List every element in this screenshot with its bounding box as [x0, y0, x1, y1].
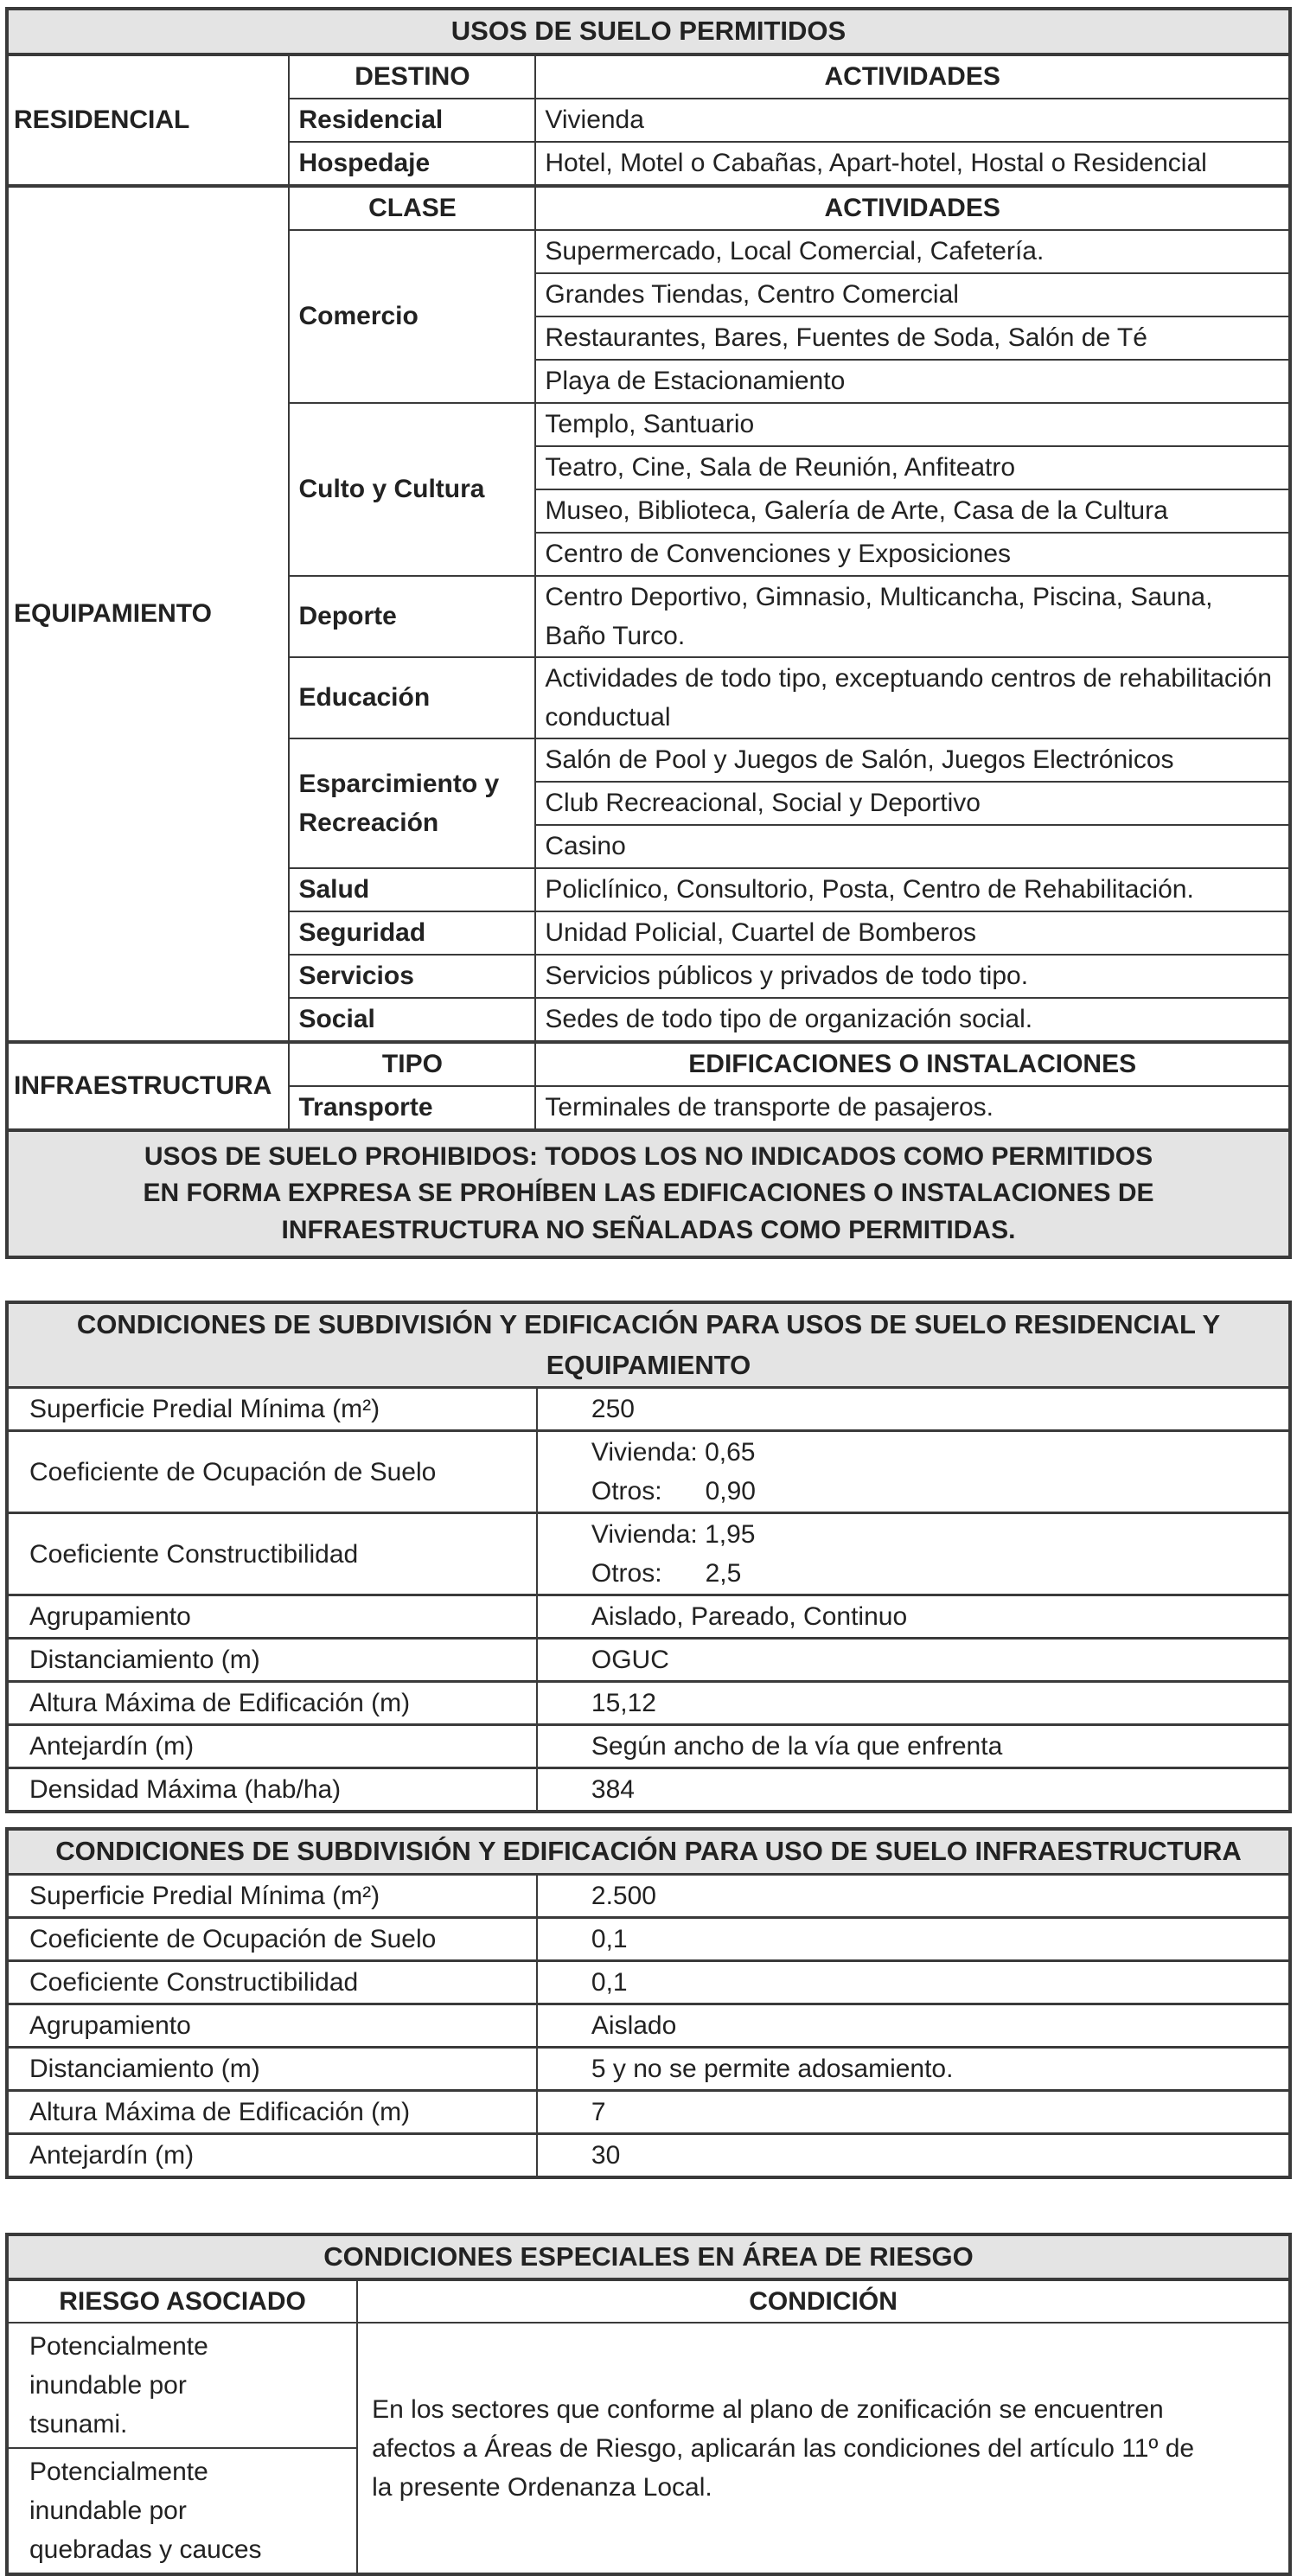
table-row — [7, 1874, 1290, 1917]
table-title-row — [7, 9, 1290, 54]
risk-area-conditions-table — [5, 2233, 1292, 2576]
activity-cell: Actividades de todo tipo, exceptuando centros de rehabilitación conductual — [535, 657, 1290, 738]
table-row — [7, 2047, 1290, 2090]
spacer — [5, 1813, 1292, 1827]
title-line: EQUIPAMIENTO — [546, 1349, 751, 1380]
condition-value: 7 — [537, 2090, 1290, 2133]
condition-value — [537, 1431, 1290, 1513]
section-label-infraestructura: INFRAESTRUCTURA — [7, 1042, 289, 1130]
table-row — [7, 1639, 1290, 1682]
condition-label: Agrupamiento — [7, 2004, 537, 2047]
risk-line: inundable por — [29, 2496, 187, 2526]
risk-cell-tsunami — [7, 2323, 357, 2448]
activity-cell: Centro de Convenciones y Exposiciones — [535, 533, 1290, 576]
risk-header-row — [7, 2279, 1290, 2323]
table-row — [7, 1431, 1290, 1513]
activity-cell: Grandes Tiendas, Centro Comercial — [535, 273, 1290, 316]
activity-cell: Salón de Pool y Juegos de Salón, Juegos Electrónicos — [535, 738, 1290, 782]
condition-value: 250 — [537, 1388, 1290, 1431]
clase-label-educacion: Educación — [289, 657, 535, 738]
table-title-row — [7, 1302, 1290, 1388]
table-row — [7, 1960, 1290, 2004]
risk-line: inundable por — [29, 2371, 187, 2400]
risk-condition-text — [357, 2323, 1290, 2574]
residencial-header-row — [7, 54, 1290, 99]
table-row — [7, 2133, 1290, 2177]
table-row — [7, 1917, 1290, 1960]
condition-label: Superficie Predial Mínima (m²) — [7, 1874, 537, 1917]
prohibited-note-row — [7, 1130, 1290, 1258]
condition-value: Aislado — [537, 2004, 1290, 2047]
risk-line: Potencialmente — [29, 2332, 208, 2362]
condition-value: OGUC — [537, 1639, 1290, 1682]
condition-value: Aislado, Pareado, Continuo — [537, 1595, 1290, 1639]
condition-label: Antejardín (m) — [7, 2133, 537, 2177]
table-row — [7, 1388, 1290, 1431]
activity-cell: Terminales de transporte de pasajeros. — [535, 1086, 1290, 1130]
condition-value: 15,12 — [537, 1682, 1290, 1725]
condition-label: Distanciamiento (m) — [7, 2047, 537, 2090]
title-line: CONDICIONES DE SUBDIVISIÓN Y EDIFICACIÓN PARA USOS DE SUELO RESIDENCIAL Y — [76, 1309, 1221, 1340]
clase-label-deporte: Deporte — [289, 576, 535, 657]
condition-label: Densidad Máxima (hab/ha) — [7, 1768, 537, 1812]
table-row — [7, 1768, 1290, 1812]
destino-label: Hospedaje — [289, 142, 535, 186]
condition-line: afectos a Áreas de Riesgo, aplicarán las condiciones del artículo 11º de — [372, 2433, 1195, 2463]
condition-value: 0,1 — [537, 1917, 1290, 1960]
condition-label: Coeficiente Constructibilidad — [7, 1513, 537, 1595]
destino-column-header: DESTINO — [289, 54, 535, 99]
permitted-uses-table — [5, 7, 1292, 1259]
activity-cell: Servicios públicos y privados de todo tipo. — [535, 955, 1290, 998]
clase-label-social: Social — [289, 998, 535, 1042]
table-row — [7, 2323, 1290, 2448]
activity-cell: Hotel, Motel o Cabañas, Apart-hotel, Hostal o Residencial — [535, 142, 1290, 186]
table-row — [7, 1513, 1290, 1595]
activity-cell: Policlínico, Consultorio, Posta, Centro de Rehabilitación. — [535, 868, 1290, 911]
section-label-equipamiento: EQUIPAMIENTO — [7, 186, 289, 1042]
conditions-residential-table — [5, 1301, 1292, 1813]
activity-cell: Sedes de todo tipo de organización social. — [535, 998, 1290, 1042]
activity-cell: Museo, Biblioteca, Galería de Arte, Casa de la Cultura — [535, 489, 1290, 533]
actividades-column-header: ACTIVIDADES — [535, 186, 1290, 230]
condition-label: Agrupamiento — [7, 1595, 537, 1639]
table-row — [7, 2090, 1290, 2133]
activity-cell: Templo, Santuario — [535, 403, 1290, 446]
section-label-residencial: RESIDENCIAL — [7, 54, 289, 186]
clase-label-culto-y-cultura: Culto y Cultura — [289, 403, 535, 576]
prohibited-note-line: USOS DE SUELO PROHIBIDOS: TODOS LOS NO INDICADOS COMO PERMITIDOS — [144, 1141, 1153, 1171]
condition-value: 5 y no se permite adosamiento. — [537, 2047, 1290, 2090]
activity-cell: Casino — [535, 825, 1290, 868]
condition-label: Coeficiente Constructibilidad — [7, 1960, 537, 2004]
activity-cell: Club Recreacional, Social y Deportivo — [535, 782, 1290, 825]
condition-value: 384 — [537, 1768, 1290, 1812]
risk-conditions-title: CONDICIONES ESPECIALES EN ÁREA DE RIESGO — [7, 2234, 1290, 2280]
tipo-label-transporte: Transporte — [289, 1086, 535, 1130]
clase-label-esparcimiento: Esparcimiento y Recreación — [289, 738, 535, 868]
activity-cell: Playa de Estacionamiento — [535, 360, 1290, 403]
clase-label-servicios: Servicios — [289, 955, 535, 998]
edificaciones-column-header: EDIFICACIONES O INSTALACIONES — [535, 1042, 1290, 1086]
conditions-residential-title — [7, 1302, 1290, 1388]
table-title-row — [7, 2234, 1290, 2280]
risk-line: tsunami. — [29, 2410, 128, 2439]
equipamiento-header-row — [7, 186, 1290, 230]
actividades-column-header: ACTIVIDADES — [535, 54, 1290, 99]
activity-cell: Unidad Policial, Cuartel de Bomberos — [535, 911, 1290, 955]
table-title-row — [7, 1829, 1290, 1874]
condition-label: Antejardín (m) — [7, 1725, 537, 1768]
conditions-infrastructure-title: CONDICIONES DE SUBDIVISIÓN Y EDIFICACIÓN PARA USO DE SUELO INFRAESTRUCTURA — [7, 1829, 1290, 1874]
table-row — [7, 1595, 1290, 1639]
spacer — [5, 2179, 1292, 2233]
activity-cell: Restaurantes, Bares, Fuentes de Soda, Salón de Té — [535, 316, 1290, 360]
condition-label: Altura Máxima de Edificación (m) — [7, 1682, 537, 1725]
condition-line: En los sectores que conforme al plano de zonificación se encuentren — [372, 2394, 1164, 2424]
risk-cell-quebradas — [7, 2448, 357, 2574]
clase-label-seguridad: Seguridad — [289, 911, 535, 955]
condition-line: la presente Ordenanza Local. — [372, 2472, 712, 2502]
condition-label: Altura Máxima de Edificación (m) — [7, 2090, 537, 2133]
risk-line: quebradas y cauces — [29, 2535, 262, 2565]
infraestructura-header-row — [7, 1042, 1290, 1086]
risk-line: Potencialmente — [29, 2458, 208, 2487]
condition-value: 0,1 — [537, 1960, 1290, 2004]
table-row — [7, 1725, 1290, 1768]
prohibited-note-line: INFRAESTRUCTURA NO SEÑALADAS COMO PERMITIDAS. — [281, 1215, 1016, 1244]
table-row — [7, 2004, 1290, 2047]
spacer — [5, 1259, 1292, 1301]
destino-label: Residencial — [289, 99, 535, 142]
prohibited-note-line: EN FORMA EXPRESA SE PROHÍBEN LAS EDIFICACIONES O INSTALACIONES DE — [143, 1179, 1154, 1208]
clase-column-header: CLASE — [289, 186, 535, 230]
condition-label: Distanciamiento (m) — [7, 1639, 537, 1682]
value-line: Vivienda: 0,65 — [591, 1438, 756, 1467]
riesgo-asociado-column-header: RIESGO ASOCIADO — [7, 2279, 357, 2323]
activity-cell: Vivienda — [535, 99, 1290, 142]
condition-label: Coeficiente de Ocupación de Suelo — [7, 1431, 537, 1513]
value-line: Vivienda: 1,95 — [591, 1520, 756, 1550]
condition-label: Coeficiente de Ocupación de Suelo — [7, 1917, 537, 1960]
permitted-uses-title: USOS DE SUELO PERMITIDOS — [7, 9, 1290, 54]
clase-label-salud: Salud — [289, 868, 535, 911]
tipo-column-header: TIPO — [289, 1042, 535, 1086]
activity-cell: Teatro, Cine, Sala de Reunión, Anfiteatro — [535, 446, 1290, 489]
condition-value: 2.500 — [537, 1874, 1290, 1917]
condition-value — [537, 1513, 1290, 1595]
prohibited-uses-note — [7, 1130, 1290, 1258]
table-row — [7, 1682, 1290, 1725]
condition-value: 30 — [537, 2133, 1290, 2177]
activity-cell: Supermercado, Local Comercial, Cafetería. — [535, 230, 1290, 273]
activity-cell: Centro Deportivo, Gimnasio, Multicancha, Piscina, Sauna, Baño Turco. — [535, 576, 1290, 657]
value-line: Otros: 2,5 — [591, 1559, 742, 1588]
value-line: Otros: 0,90 — [591, 1477, 756, 1506]
conditions-infrastructure-table — [5, 1827, 1292, 2179]
condicion-column-header: CONDICIÓN — [357, 2279, 1290, 2323]
condition-label: Superficie Predial Mínima (m²) — [7, 1388, 537, 1431]
clase-label-comercio: Comercio — [289, 230, 535, 403]
condition-value: Según ancho de la vía que enfrenta — [537, 1725, 1290, 1768]
